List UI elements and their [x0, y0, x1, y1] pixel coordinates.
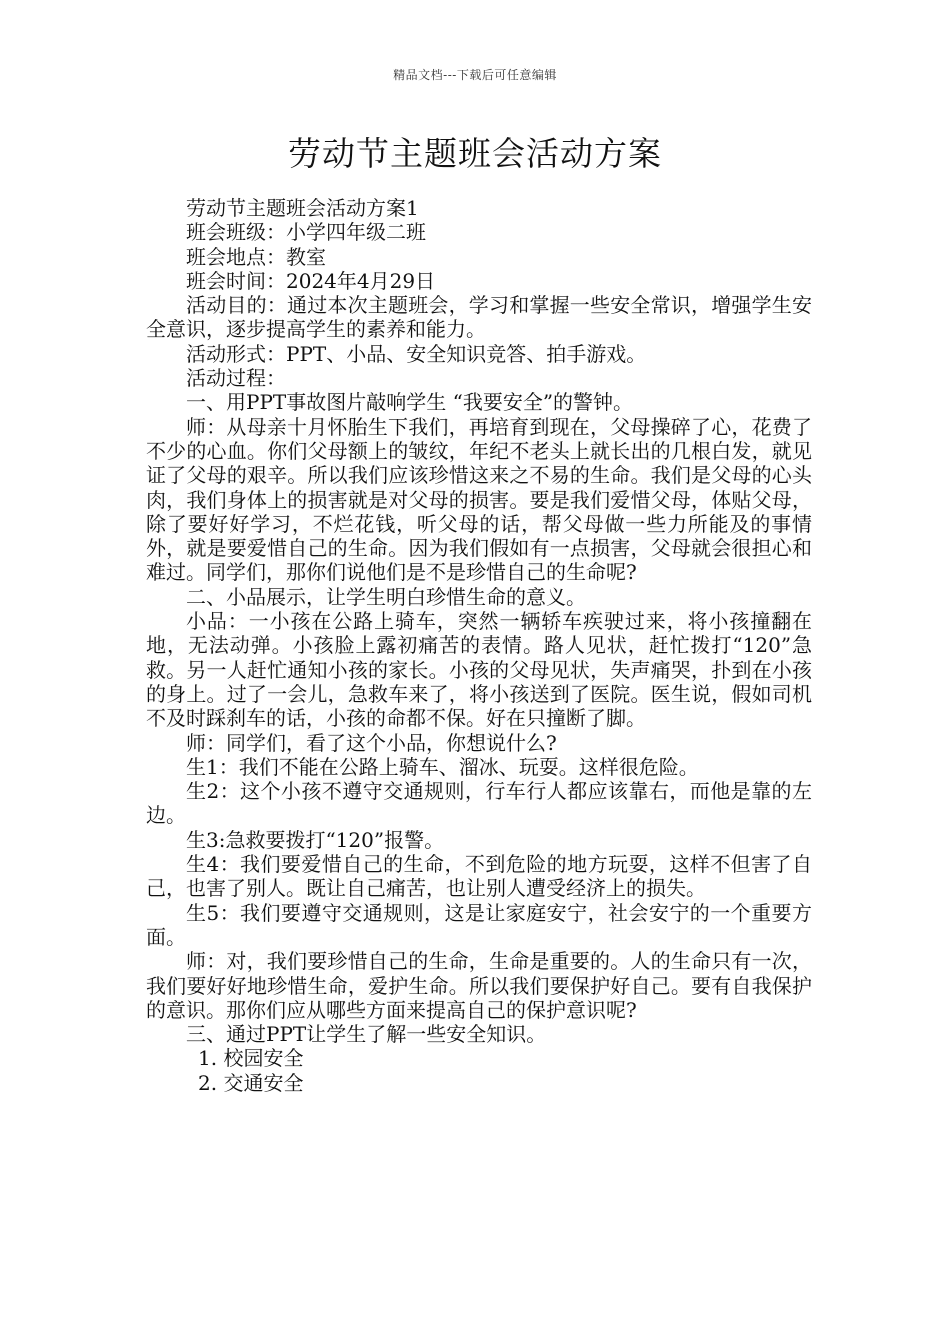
paragraph: 小品：一小孩在公路上骑车，突然一辆轿车疾驶过来，将小孩撞翻在地，无法动弹。小孩脸上露初痛苦的表情。路人见状，赶忙拨打“120”急救。另一人赶忙通知小孩的家长。小孩的父母见状，失声痛哭，扑到在小孩的身上。过了一会儿，急救车来了，将小孩送到了医院。医生说，假如司机不及时踩刹车的话，小孩的命都不保。好在只撞断了脚。: [146, 609, 812, 731]
paragraph: 三、通过PPT让学生了解一些安全知识。: [186, 1022, 547, 1047]
list-item: 1. 校园安全: [198, 1046, 304, 1071]
paragraph: 活动目的：通过本次主题班会，学习和掌握一些安全常识，增强学生安全意识，逐步提高学生的素养和能力。: [146, 293, 812, 342]
paragraph: 师：同学们，看了这个小品，你想说什么?: [186, 730, 557, 755]
paragraph: 劳动节主题班会活动方案1: [186, 196, 419, 220]
paragraph: 师：从母亲十月怀胎生下我们，再培育到现在，父母操碎了心，花费了不少的心血。你们父母额上的皱纹，年纪不老头上就长出的几根白发，就见证了父母的艰辛。所以我们应该珍惜这来之不易的生命。我们是父母的心头肉，我们身体上的损害就是对父母的损害。要是我们爱惜父母，体贴父母，除了要好好学习，不烂花钱，听父母的话，帮父母做一些力所能及的事情外，就是要爱惜自己的生命。因为我们假如有一点损害，父母就会很担心和难过。同学们，那你们说他们是不是珍惜自己的生命呢?: [146, 414, 812, 585]
paragraph: 班会地点：教室: [186, 244, 326, 269]
paragraph: 生4：我们要爱惜自己的生命，不到危险的地方玩耍，这样不但害了自己，也害了别人。既让自己痛苦，也让别人遭受经济上的损失。: [146, 852, 812, 901]
paragraph: 师：对，我们要珍惜自己的生命，生命是重要的。人的生命只有一次，我们要好好地珍惜生命，爱护生命。所以我们要保护好自己。要有自我保护的意识。那你们应从哪些方面来提高自己的保护意识呢?: [146, 949, 812, 1022]
list-item: 2. 交通安全: [198, 1070, 304, 1095]
paragraph: 二、小品展示，让学生明白珍惜生命的意义。: [186, 584, 586, 609]
paragraph: 班会时间：2024年4月29日: [186, 268, 436, 293]
document-body: [146, 196, 812, 1095]
paragraph: 一、用PPT事故图片敲响学生 “我要安全”的警钟。: [186, 390, 634, 415]
paragraph: 生1：我们不能在公路上骑车、溜冰、玩耍。这样很危险。: [186, 754, 699, 779]
paragraph: 活动过程：: [186, 366, 286, 391]
paragraph: 生3:急救要拨打“120”报警。: [186, 827, 445, 852]
paragraph: 生5：我们要遵守交通规则，这是让家庭安宁，社会安宁的一个重要方面。: [146, 900, 812, 949]
header-note: 精品文档---下载后可任意编辑: [393, 68, 557, 82]
document-title: 劳动节主题班会活动方案: [288, 134, 662, 173]
paragraph: 活动形式：PPT、小品、安全知识竞答、拍手游戏。: [186, 341, 647, 366]
paragraph: 生2：这个小孩不遵守交通规则，行车行人都应该靠右，而他是靠的左边。: [146, 779, 812, 828]
paragraph: 班会班级：小学四年级二班: [186, 220, 426, 245]
